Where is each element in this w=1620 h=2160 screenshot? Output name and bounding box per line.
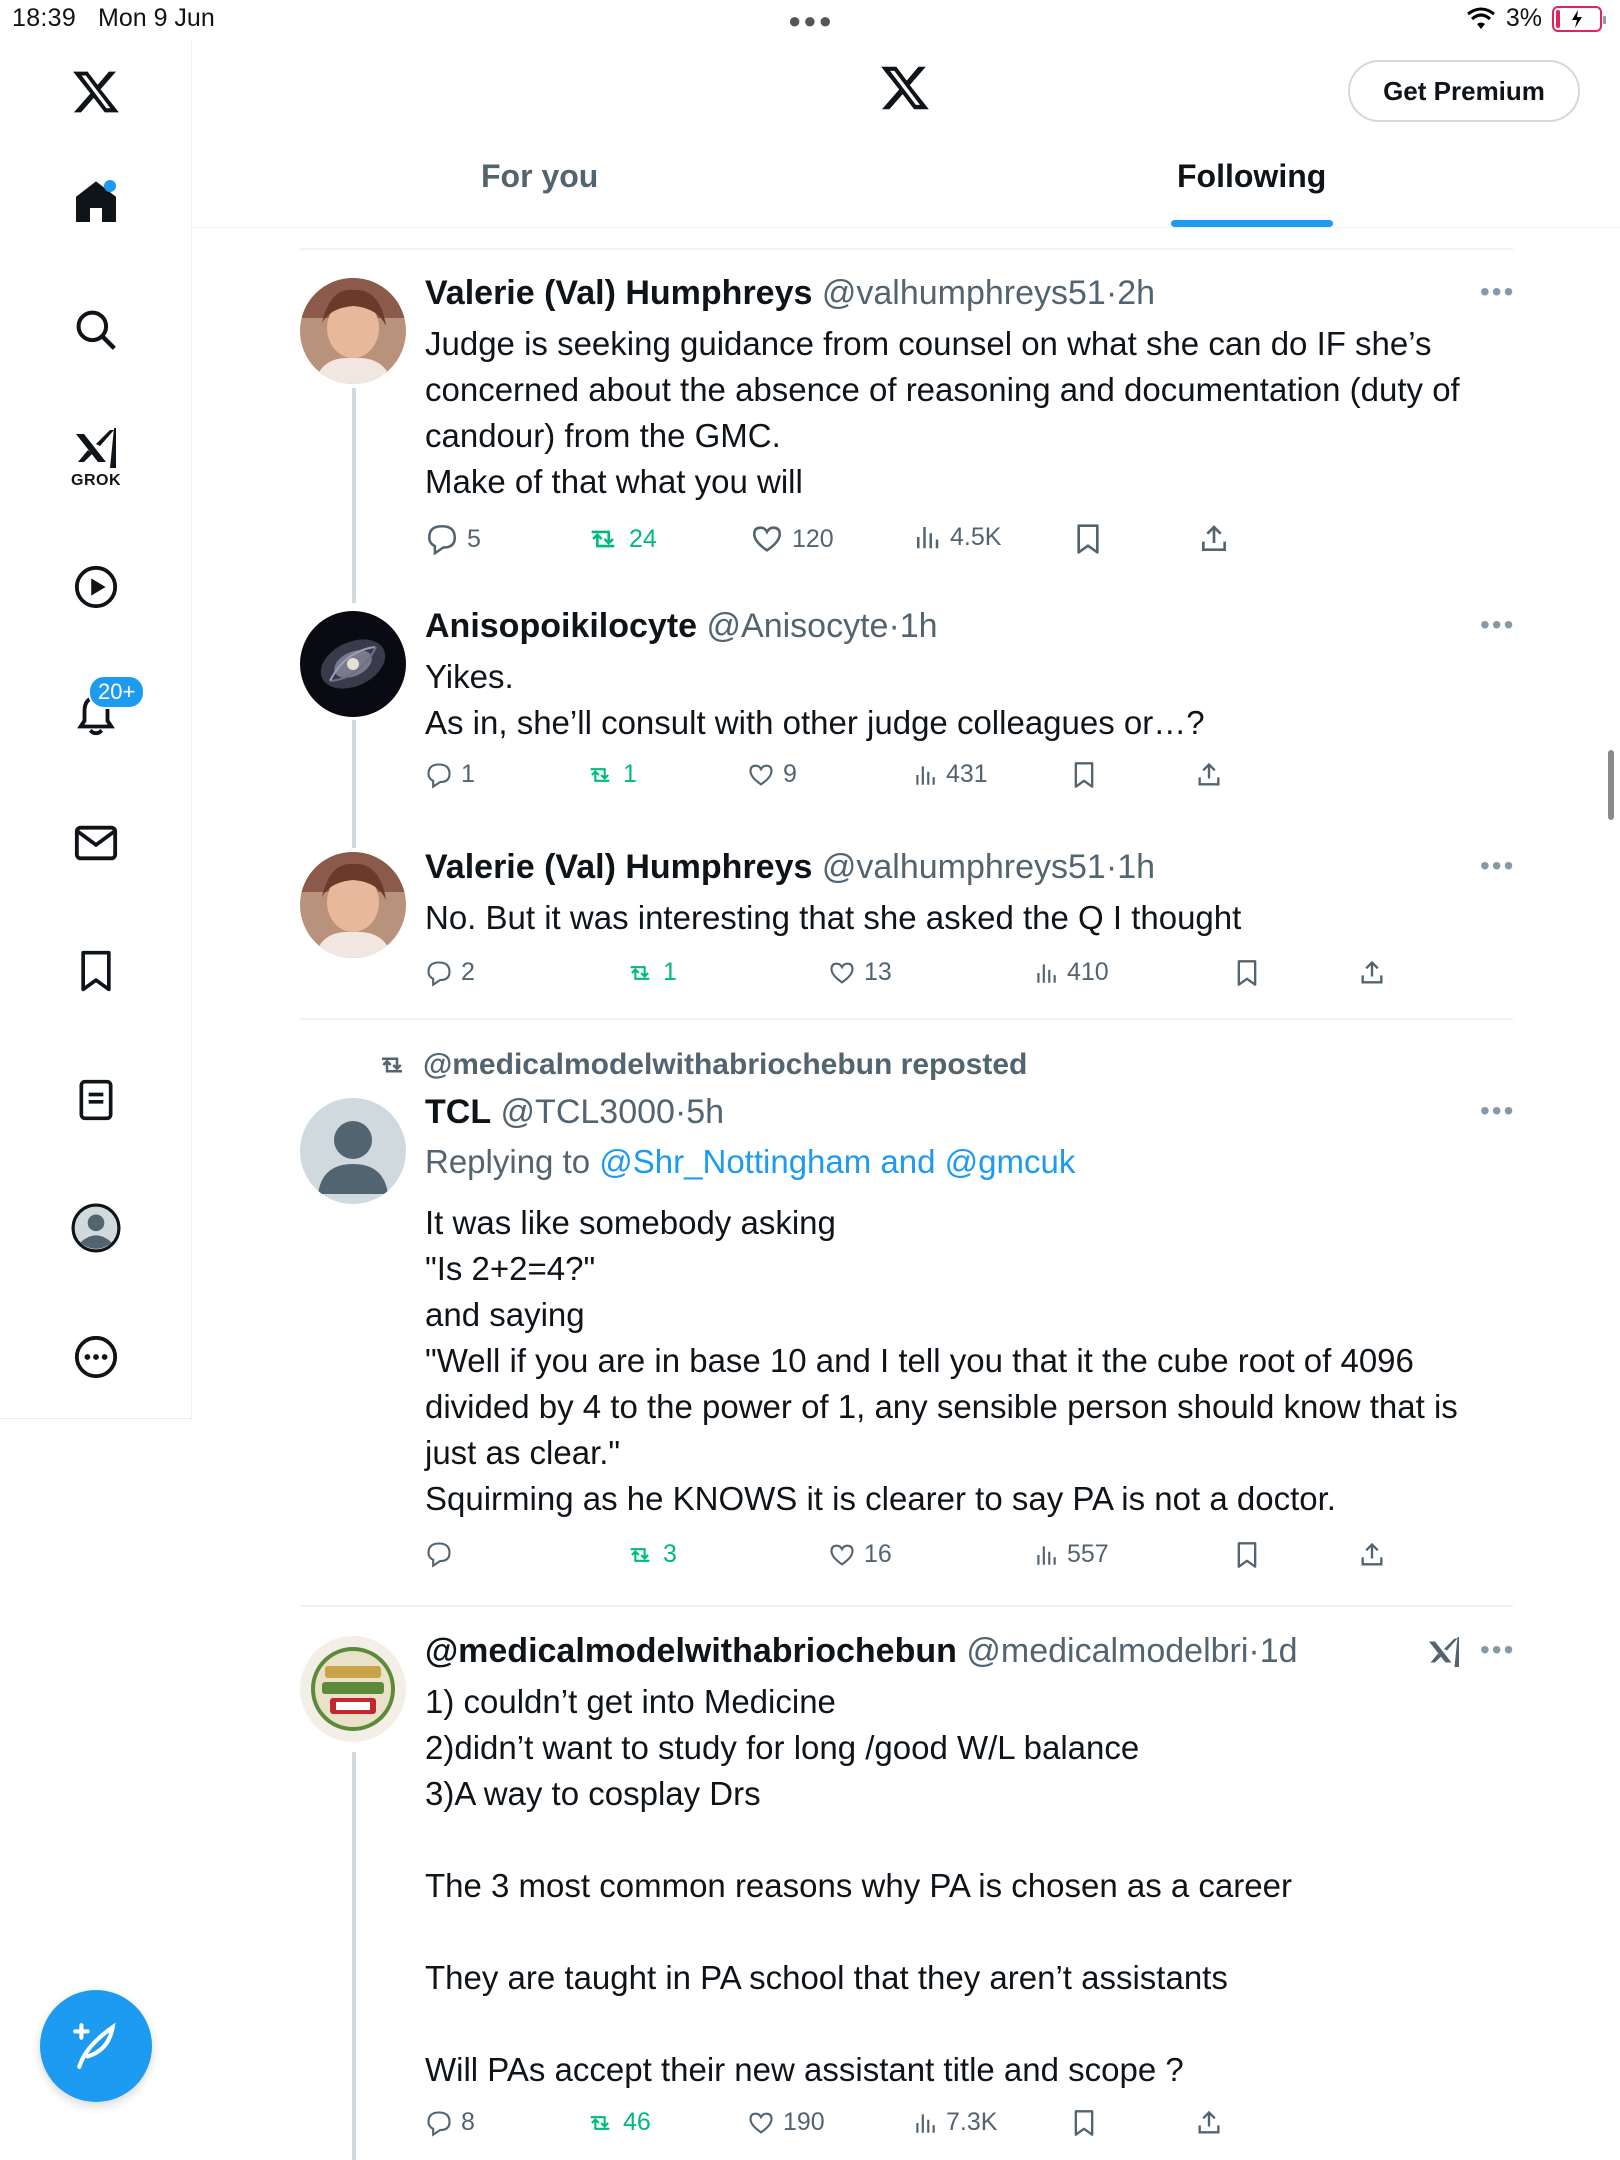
tab-for-you[interactable]: For you — [481, 158, 599, 194]
compose-post-button[interactable] — [40, 1990, 152, 2102]
thread-connector — [352, 720, 356, 848]
tweet-header — [425, 1632, 1298, 1671]
replying-to-links[interactable]: @Shr_Nottingham and @gmcuk — [599, 1143, 1076, 1180]
tweet-line: It was like somebody asking — [425, 1204, 836, 1241]
active-tab-indicator — [1171, 220, 1333, 227]
tweet-actions — [425, 760, 1505, 800]
more-options-icon[interactable]: ••• — [1480, 850, 1516, 881]
sidebar-item-notifications[interactable] — [46, 665, 146, 765]
x-logo-icon[interactable] — [46, 42, 146, 142]
like-count: 120 — [792, 524, 834, 553]
bookmark-icon — [1070, 2108, 1098, 2138]
repost-count: 3 — [663, 1540, 677, 1568]
scrollbar[interactable] — [1608, 750, 1614, 820]
repost-icon — [585, 761, 615, 789]
tweet-actions — [425, 1540, 1505, 1580]
like-button[interactable] — [828, 958, 892, 987]
profile-avatar-icon — [71, 1203, 121, 1253]
view-count: 7.3K — [946, 2108, 998, 2136]
tweet-header — [425, 607, 938, 646]
bookmark-button[interactable] — [1072, 522, 1104, 556]
notification-badge: 20+ — [88, 675, 145, 709]
separator: · — [1105, 848, 1118, 886]
tweet-line: concerned about the absence of reasoning and documentation (duty of — [425, 371, 1460, 408]
timestamp[interactable]: 1d — [1259, 1632, 1298, 1670]
repost-count: 46 — [623, 2108, 651, 2136]
grok-icon — [72, 426, 120, 470]
repost-count: 1 — [663, 958, 677, 986]
bookmark-button[interactable] — [1070, 760, 1098, 790]
envelope-icon — [73, 820, 119, 866]
reply-icon — [425, 959, 453, 987]
sidebar-item-profile[interactable] — [46, 1178, 146, 1278]
tweet-text — [425, 654, 1515, 746]
reply-button[interactable] — [425, 958, 475, 987]
sidebar — [0, 40, 192, 1420]
repost-button[interactable] — [625, 958, 677, 987]
view-count: 557 — [1067, 1540, 1109, 1568]
repost-count: 24 — [629, 524, 657, 553]
status-indicators — [1466, 4, 1602, 33]
avatar[interactable] — [300, 852, 406, 958]
share-button[interactable] — [1358, 958, 1386, 988]
tweet-line: just as clear." — [425, 1434, 621, 1471]
more-options-icon[interactable]: ••• — [1480, 276, 1516, 307]
grok-explain-icon[interactable] — [1426, 1634, 1462, 1670]
sidebar-item-more[interactable] — [46, 1307, 146, 1407]
heart-icon — [828, 1541, 856, 1569]
timestamp[interactable]: 1h — [899, 607, 938, 645]
tweet-line: 2)didn’t want to study for long /good W/L balance — [425, 1729, 1140, 1766]
handle[interactable]: @TCL3000 — [500, 1093, 675, 1131]
timestamp[interactable]: 1h — [1117, 848, 1156, 886]
timeline-header — [193, 40, 1620, 228]
reply-icon — [425, 1540, 453, 1568]
display-name[interactable]: @medicalmodelwithabriochebun — [425, 1632, 957, 1670]
tweet-text — [425, 1679, 1515, 2093]
more-circle-icon — [73, 1334, 119, 1380]
tweet-line: The 3 most common reasons why PA is chosen as a career — [425, 1867, 1292, 1904]
feed-divider — [300, 1605, 1513, 1607]
share-button[interactable] — [1358, 1540, 1386, 1570]
bookmark-icon — [1072, 522, 1104, 556]
status-bar — [0, 0, 1620, 40]
avatar[interactable] — [300, 1636, 406, 1742]
feed-divider — [300, 248, 1513, 250]
repost-context[interactable] — [375, 1048, 1027, 1082]
like-count: 190 — [783, 2108, 825, 2136]
repost-icon — [585, 2109, 615, 2137]
tweet-blank-line — [425, 1909, 1515, 1955]
reply-button[interactable] — [425, 1540, 461, 1568]
handle[interactable]: @medicalmodelbri — [966, 1632, 1249, 1670]
x-header-logo-icon[interactable] — [878, 62, 932, 119]
heart-icon — [747, 761, 775, 789]
repost-count: 1 — [623, 760, 637, 788]
views-chart-icon — [1033, 1542, 1059, 1568]
multitasking-dots-icon[interactable]: ●●● — [788, 8, 834, 33]
share-icon — [1195, 2108, 1223, 2138]
tweet-line: Squirming as he KNOWS it is clearer to say PA is not a doctor. — [425, 1480, 1336, 1517]
reply-icon — [425, 522, 459, 556]
bookmark-button[interactable] — [1233, 958, 1261, 988]
get-premium-button[interactable]: Get Premium — [1348, 60, 1580, 122]
replying-to — [425, 1143, 1075, 1181]
display-name[interactable]: Anisopoikilocyte — [425, 607, 698, 645]
views-button[interactable] — [912, 522, 1001, 552]
share-button[interactable] — [1198, 522, 1230, 556]
reply-icon — [425, 761, 453, 789]
play-circle-icon — [73, 564, 119, 610]
like-button[interactable] — [750, 522, 834, 556]
tweet-line: "Well if you are in base 10 and I tell you that it the cube root of 4096 — [425, 1342, 1414, 1379]
avatar[interactable] — [300, 611, 406, 717]
tweet-actions — [425, 958, 1505, 998]
views-button[interactable] — [912, 760, 988, 789]
share-icon — [1358, 1540, 1386, 1570]
timestamp[interactable]: 5h — [686, 1093, 725, 1131]
separator: · — [1105, 274, 1118, 312]
views-button[interactable] — [912, 2108, 997, 2137]
repost-button[interactable] — [585, 760, 637, 789]
separator: · — [1248, 1632, 1260, 1670]
reply-button[interactable] — [425, 760, 475, 789]
like-button[interactable] — [747, 760, 797, 789]
battery-icon — [1552, 6, 1602, 32]
bookmark-button[interactable] — [1233, 1540, 1261, 1570]
feed-divider — [300, 1018, 1513, 1020]
tweet-line: "Is 2+2=4?" — [425, 1250, 596, 1287]
view-count: 431 — [946, 760, 988, 788]
battery-percent: 3% — [1505, 4, 1542, 32]
thread-connector — [352, 388, 356, 603]
reply-count: 2 — [461, 958, 475, 986]
more-options-icon[interactable]: ••• — [1480, 1095, 1516, 1126]
repost-button[interactable] — [585, 2108, 651, 2137]
tweet-actions — [425, 522, 1505, 562]
view-count: 4.5K — [950, 522, 1002, 551]
views-chart-icon — [912, 522, 942, 552]
views-chart-icon — [912, 2110, 938, 2136]
tweet-line: and saying — [425, 1296, 585, 1333]
repost-icon — [625, 959, 655, 987]
tweet-blank-line — [425, 2001, 1515, 2047]
tweet-line: They are taught in PA school that they aren’t assistants — [425, 1959, 1228, 1996]
tweet-line: Judge is seeking guidance from counsel on what she can do IF she’s — [425, 325, 1432, 362]
wifi-icon — [1466, 7, 1496, 31]
more-options-icon[interactable]: ••• — [1480, 609, 1516, 640]
reply-button[interactable] — [425, 2108, 475, 2137]
display-name[interactable]: Valerie (Val) Humphreys — [425, 274, 813, 312]
timestamp[interactable]: 2h — [1117, 274, 1156, 312]
repost-icon — [625, 1541, 655, 1569]
repost-button[interactable] — [625, 1540, 677, 1569]
separator: · — [888, 607, 900, 645]
views-chart-icon — [1033, 960, 1059, 986]
tweet-line: divided by 4 to the power of 1, any sensible person should know that is — [425, 1388, 1458, 1425]
sidebar-item-lists[interactable] — [46, 1050, 146, 1150]
like-count: 13 — [864, 958, 892, 986]
tweet-line: No. But it was interesting that she asked the Q I thought — [425, 899, 1242, 936]
bookmark-icon — [1233, 1540, 1261, 1570]
sidebar-item-grok[interactable] — [46, 408, 146, 508]
tweet-line: candour) from the GMC. — [425, 417, 781, 454]
avatar[interactable] — [300, 278, 406, 384]
tweet-line: Will PAs accept their new assistant title and scope ? — [425, 2051, 1184, 2088]
sidebar-item-messages[interactable] — [46, 793, 146, 893]
replying-prefix: Replying to — [425, 1143, 591, 1180]
reply-count: 5 — [467, 524, 481, 553]
home-new-dot — [104, 180, 116, 192]
sidebar-divider — [0, 1418, 192, 1419]
share-button[interactable] — [1195, 760, 1223, 790]
tweet-text — [425, 1200, 1515, 1522]
tweet-header — [425, 274, 1155, 313]
share-icon — [1195, 760, 1223, 790]
display-name[interactable]: TCL — [425, 1093, 492, 1131]
views-button[interactable] — [1033, 1540, 1109, 1569]
search-icon — [74, 308, 118, 352]
tweet-line: As in, she’ll consult with other judge colleagues or…? — [425, 704, 1205, 741]
handle[interactable]: @valhumphreys51 — [821, 274, 1106, 312]
list-icon — [74, 1077, 118, 1123]
like-button[interactable] — [828, 1540, 892, 1569]
share-icon — [1358, 958, 1386, 988]
heart-icon — [747, 2109, 775, 2137]
more-options-icon[interactable]: ••• — [1480, 1634, 1516, 1665]
status-date: Mon 9 Jun — [98, 4, 215, 32]
reply-count: 1 — [461, 760, 475, 788]
sidebar-item-video[interactable] — [46, 537, 146, 637]
bookmark-icon — [74, 948, 118, 994]
thread-connector — [352, 1752, 356, 2160]
grok-label: GROK — [71, 472, 121, 489]
sidebar-item-bookmarks[interactable] — [46, 921, 146, 1021]
reply-button[interactable] — [425, 522, 481, 556]
reposted-by-label: @medicalmodelwithabriochebun reposted — [423, 1048, 1028, 1081]
default-avatar[interactable] — [300, 1098, 406, 1204]
like-count: 16 — [864, 1540, 892, 1568]
repost-icon — [375, 1050, 409, 1080]
repost-icon — [585, 522, 621, 556]
bookmark-button[interactable] — [1070, 2108, 1098, 2138]
tweet-line: Yikes. — [425, 658, 514, 695]
heart-icon — [750, 522, 784, 556]
repost-button[interactable] — [585, 522, 657, 556]
handle[interactable]: @Anisocyte — [706, 607, 889, 645]
compose-feather-icon — [71, 2021, 121, 2071]
tweet-line: 3)A way to cosplay Drs — [425, 1775, 761, 1812]
share-button[interactable] — [1195, 2108, 1223, 2138]
like-count: 9 — [783, 760, 797, 788]
reply-icon — [425, 2109, 453, 2137]
tweet-line: 1) couldn’t get into Medicine — [425, 1683, 836, 1720]
views-chart-icon — [912, 762, 938, 788]
reply-count: 8 — [461, 2108, 475, 2136]
views-button[interactable] — [1033, 958, 1109, 987]
tab-following[interactable]: Following — [1177, 158, 1327, 194]
sidebar-item-search[interactable] — [46, 280, 146, 380]
display-name[interactable]: Valerie (Val) Humphreys — [425, 848, 813, 886]
heart-icon — [828, 959, 856, 987]
separator: · — [674, 1093, 687, 1131]
view-count: 410 — [1067, 958, 1109, 986]
tweet-text — [425, 321, 1515, 505]
share-icon — [1198, 522, 1230, 556]
handle[interactable]: @valhumphreys51 — [821, 848, 1106, 886]
like-button[interactable] — [747, 2108, 825, 2137]
status-time: 18:39 — [12, 4, 77, 32]
tweet-text — [425, 895, 1515, 941]
sidebar-item-home[interactable] — [46, 152, 146, 252]
tweet-header — [425, 1093, 724, 1132]
bookmark-icon — [1233, 958, 1261, 988]
tweet-header — [425, 848, 1155, 887]
tweet-line: Make of that what you will — [425, 463, 803, 500]
tweet-actions — [425, 2108, 1505, 2148]
tweet-blank-line — [425, 1817, 1515, 1863]
bookmark-icon — [1070, 760, 1098, 790]
